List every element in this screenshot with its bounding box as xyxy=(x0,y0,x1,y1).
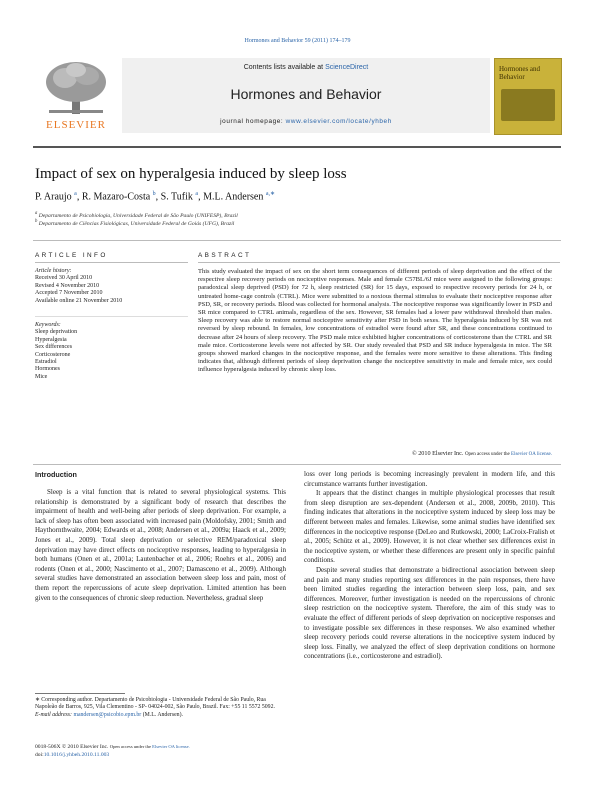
history-item: Available online 21 November 2010 xyxy=(35,297,123,304)
article-history xyxy=(35,268,122,305)
author-affil-link[interactable]: a,∗ xyxy=(265,191,276,197)
publisher-logo-text: ELSEVIER xyxy=(46,119,106,131)
abstract-copyright xyxy=(198,450,552,457)
author-name: R. Mazaro-Costa xyxy=(81,191,151,203)
keyword: Sex differences xyxy=(35,344,73,351)
homepage-link[interactable]: www.elsevier.com/locate/yhbeh xyxy=(285,118,392,125)
affiliation-marker: a xyxy=(35,211,38,216)
article-info-heading: ARTICLE INFO xyxy=(35,252,108,259)
tree-logo-icon xyxy=(41,58,111,116)
paragraph: Sleep is a vital function that is related to several physiological systems. This relationship is demonstrated by a significant body of research that describes the impairment of health and well-being after periods of sleep deprivation. For example, a lack of sleep has often been associated with increased pain (Moldofsky, 2001; Smith and Haythornthwaite, 2004; Edwards et al., 2008; Andersen et al., 2009a; Haack et al., 2009; Jones et al., 2009). Total sleep deprivation or selective REM/paradoxical sleep deprivation may have direct effects on nociceptive responses, leading to hyperalgesia in both humans (Onen et al., 2001a; Lautenbacher et al., 2006; Roehrs et al., 2006) and rodents (Onen et al., 2000; Nascimento et al., 2007; Damasceno et al., 2009). Although several studies have demonstrated an association between sleep loss and pain, most of them report the repercussions of acute sleep deprivation. Limited attention has been given to the consequences of chronic sleep reduction. Nevertheless, gradual sleep xyxy=(35,488,286,602)
paragraph: It appears that the distinct changes in multiple physiological processes that result from sleep disruption are sex-dependent (Andersen et al., 2008, 2009b, 2010). This finding indicates that alterations in the nociceptive system induced by sleep loss may be different between males and females. Likewise, some animal studies have identified sex differences in the nociceptive response (DeLeo and Rutkowski, 2000; LaCroix-Fralish et al., 2005; Schütz et al., 2009). However, it is not clear whether sex differences exist in the nociceptive system, or whether these differences are present only in specific painful conditions. xyxy=(304,489,555,565)
author-name: S. Tufik xyxy=(160,191,193,203)
history-label: Article history: xyxy=(35,268,72,274)
elsevier-logo xyxy=(35,58,117,131)
abstract-heading: ABSTRACT xyxy=(198,252,252,259)
contents-line xyxy=(122,64,490,71)
contents-prefix: Contents lists available at xyxy=(243,64,326,71)
history-item: Revised 4 November 2010 xyxy=(35,282,100,289)
keyword: Sleep deprivation xyxy=(35,329,78,336)
author-name: M.L. Andersen xyxy=(203,191,264,203)
homepage-prefix: journal homepage: xyxy=(220,118,286,125)
keyword: Hyperalgesia xyxy=(35,336,67,343)
open-access-text: Open access under the xyxy=(464,452,512,457)
affiliation-marker: b xyxy=(35,219,38,224)
email-link[interactable]: mandersen@psicobio.epm.br xyxy=(73,711,142,718)
journal-masthead xyxy=(122,58,490,133)
affiliation-b xyxy=(35,219,234,227)
issn-open-access: Open access under the xyxy=(109,744,153,749)
header-divider xyxy=(33,146,561,148)
email-suffix: (M.L. Andersen). xyxy=(141,711,183,718)
affiliation-text: Departamento de Psicobiologia, Universidade Federal de São Paulo (UNIFESP), Brazil xyxy=(38,212,238,219)
body-column-right xyxy=(304,470,555,662)
cover-title: Hormones and Behavior xyxy=(499,65,541,81)
paragraph: Despite several studies that demonstrate a bidirectional association between sleep and pain and many studies reporting sex differences in the pain responses, there have been limited studies regarding the interaction between sleep loss, pain, and sex differences. Moreover, further investigation is needed on the repercussions of chronic sleep restriction on the nociceptive system. Therefore, the aim of this study was to evaluate the effect of different periods of sleep deprivation on nociceptive responses and to investigate possible sex differences in these responses. We also examined whether sleep recovery periods could reverse alterations in the nociceptive system induced by sleep loss. Finally, we analyzed the effect of sleep deprivation conditions on hormone concentrations (i.e., corticosterone and estradiol). xyxy=(304,565,555,661)
copyright-text: © 2010 Elsevier Inc. xyxy=(411,450,464,457)
email-line xyxy=(35,712,287,719)
keywords-block xyxy=(35,322,77,381)
keywords-label: Keywords: xyxy=(35,322,61,328)
affiliation-a xyxy=(35,211,238,219)
abstract-bottom-divider xyxy=(33,464,561,465)
affiliation-divider xyxy=(33,240,561,241)
keyword: Corticosterone xyxy=(35,351,71,358)
corresponding-author: ∗ Corresponding author. Departamento de Psicobiologia - Universidade Federal de São Paulo, Rua Napoleão de Barros, 925, Vila Clementino - SP- 04024-002, São Paulo, Brazil. Fax: +55 11 5572 5092. xyxy=(35,697,275,711)
doi-prefix: doi: xyxy=(35,752,44,758)
history-item: Received 30 April 2010 xyxy=(35,275,93,282)
issn-text: 0018-506X © 2010 Elsevier Inc. xyxy=(35,744,110,750)
journal-cover xyxy=(494,58,562,135)
author-affil-link[interactable]: a xyxy=(195,191,199,197)
section-heading-introduction: Introduction xyxy=(35,470,77,479)
abstract-rule xyxy=(198,262,560,263)
cover-image xyxy=(501,89,555,121)
issn-license-link[interactable]: Elsevier OA license. xyxy=(152,744,190,749)
keywords-rule xyxy=(35,316,188,317)
email-label: E-mail address: xyxy=(35,711,74,718)
author-affil-link[interactable]: b xyxy=(152,191,156,197)
affiliation-text: Departamento de Ciências Fisiológicas, Universidade Federal de Goiás (UFG), Brazil xyxy=(38,220,235,227)
abstract-text: This study evaluated the impact of sex on the short term consequences of different periods of sleep deprivation and the effect of the respective sleep recovery periods on nociceptive responses. Male and female C57BL/6J mice were assigned to the following groups: paradoxical sleep deprived (PSD) for 72 h, sleep restricted (SR) for 15 days, exposed to respective recovery periods for 24 h, or untreated home-cage controls (CTRL). Mice were submitted to a noxious thermal stimulus to evaluate their nociceptive response after PSD, SR, or recovery periods. Blood was collected for hormonal analysis. The nociceptive response was significantly lower in PSD and SR mice compared to CTRL animals, regardless of the sex. However, SR females had a lower paw withdrawal threshold than males. Sleep recovery was able to restore normal nociceptive sensitivity after PSD in both sexes. The hyperalgesia induced by SR was not reversed by sleep rebound. In females, low concentrations of estradiol were found after SR, and these concentrations continued to decrease after 24 hours of sleep recovery. The PSD male mice exhibited higher concentrations of corticosterone than the CTRL and SR male mice. Corticosterone levels were not affected by SR. Our study revealed that PSD and SR induce hyperalgesia in mice. The SR groups showed marked changes in the nociceptive response, and the females were more sensitive to these alterations. This finding indicates that, although different periods of sleep deprivation change the nociceptive sensitivity in male and female mice, sex could influence hyperalgesia induced by chronic sleep loss. xyxy=(198,268,552,374)
footnote xyxy=(35,697,287,719)
running-header[interactable]: Hormones and Behavior 59 (2011) 174–179 xyxy=(244,38,351,44)
author-list: P. Araujo $^a$, R. Mazaro-Costa $^b$, S. Tufik $^a$, M.L. Andersen $^{a,∗}$ xyxy=(35,191,276,203)
article-info-rule xyxy=(35,262,188,263)
issn-line xyxy=(35,744,190,750)
oa-license-link[interactable]: Elsevier OA license. xyxy=(511,452,552,457)
sciencedirect-link[interactable]: ScienceDirect xyxy=(325,64,369,71)
journal-name: Hormones and Behavior xyxy=(230,86,382,102)
keyword: Hormones xyxy=(35,366,60,373)
keyword: Mice xyxy=(35,373,48,380)
footnote-rule xyxy=(35,693,125,694)
author-affil-link[interactable]: a xyxy=(74,191,77,197)
author-name: P. Araujo xyxy=(35,191,72,203)
paragraph: loss over long periods is becoming increasingly prevalent in modern life, and this circumstance warrants further investigation. xyxy=(304,470,555,488)
doi-link[interactable]: 10.1016/j.yhbeh.2010.11.003 xyxy=(43,752,110,758)
doi-line xyxy=(35,752,109,758)
journal-homepage xyxy=(122,118,490,125)
keyword: Estradiol xyxy=(35,359,57,366)
article-title: Impact of sex on hyperalgesia induced by sleep loss xyxy=(35,166,347,182)
body-column-left xyxy=(35,488,286,603)
history-item: Accepted 7 November 2010 xyxy=(35,290,103,297)
